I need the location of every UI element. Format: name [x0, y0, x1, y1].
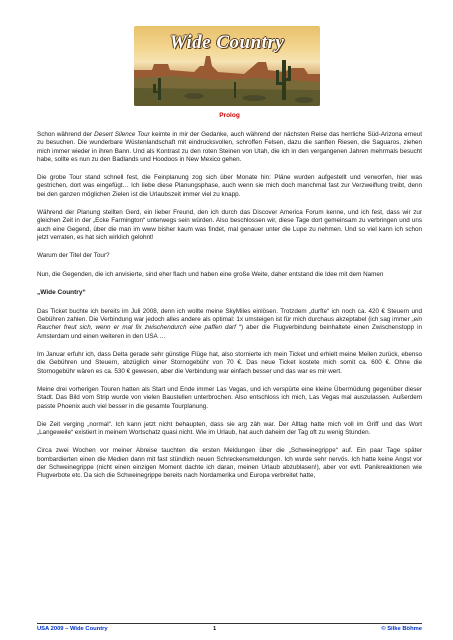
paragraph-planning: Die grobe Tour stand schnell fest, die Feinplanung zog sich über Monate hin: Pläne wurden aufgestellt und verworfen, hier was gestrichen, dort was eingefügt… Ich liebe diese Planungsphase, auch wenn sie mich doch manchmal fast zur Verzweiflung treibt, denn bei den ganzen möglichen Zielen ist die Urlaubszeit immer viel zu knapp.: [37, 174, 422, 198]
banner-title: Wide Country: [169, 32, 285, 53]
quote-emphasis: ein Raucher freut sich, wenn er mal fix zwischendurch eine paffen darf: [37, 316, 422, 332]
document-body: [37, 112, 422, 491]
paragraph-text: Schon während der: [37, 131, 95, 138]
page-footer: [37, 626, 422, 636]
footer-title: USA 2009 – Wide Country: [37, 626, 108, 632]
footer-divider: [37, 623, 422, 624]
paragraph-ticket: [37, 308, 422, 341]
paragraph-title-answer: Nun, die Gegenden, die ich anvisierte, sind eher flach und haben eine große Weite, daher entstand die Idee mit dem Namen: [37, 270, 384, 278]
tour-name-emphasis: Desert Silence Tour: [94, 131, 150, 138]
paragraph-text: “) aber die Flugverbindung beinhaltete einen Zwischenstopp in Amsterdam und einen weiteren in den USA …: [37, 324, 422, 340]
footer-copyright: © Silke Böhme: [381, 626, 422, 632]
paragraph-text: keimte in mir der Gedanke, auch während der nächsten Reise das herrliche Süd-Arizona erneut zu besuchen. Die wunderbare Wüstenlandschaft mit eindrucksvollen, schroffen Felsen, dazu die sanften Riesen, die Saguaros, ziehen mich immer wieder in ihren Bann. Und als Kontrast zu den roten Steinen von Utah, die ich in den vergangenen Jahren mehrmals besucht habe, sollte es nun zu den Badlands und Hoodoos in New Mexico gehen.: [37, 131, 422, 163]
paragraph-las-vegas: Meine drei vorherigen Touren hatten als Start und Ende immer Las Vegas, und ich verspürte eine kleine Übermüdung gegenüber dieser Stadt. Das Bild vom Strip wurde von vielen Baustellen unterbrochen. Also entschloss ich mich, Las Vegas mal auszulassen. Außerdem passte Phoenix auch viel besser in die gesamte Tourplanung.: [37, 385, 422, 410]
page-number: 1: [213, 626, 217, 632]
prolog-heading: Prolog: [219, 112, 240, 119]
paragraph-time: Die Zeit verging „normal“. Ich kann jetzt nicht behaupten, dass sie arg zäh war. Der Alltag hatte mich voll im Griff und das Wort „Langeweile“ existiert in meinem Wortschatz quasi nicht. Wie im Urlaub, hat auch daheim der Tag oft zu wenig Stunden.: [37, 420, 422, 437]
paragraph-farmington: Während der Planung stellten Gerd, ein lieber Freund, den ich durch das Discover America Forum kenne, und ich fest, dass wir zur gleichen Zeit in der „Ecke Farmington“ unterwegs sein würden. Also beschlossen wir, diese Tage dort gemeinsam zu verbringen und uns auch eine Gegend, über die man im www bisher kaum was findet, mal genauer unter die Lupe zu nehmen. Und so viel kann ich schon jetzt verraten, es hat sich wirklich gelohnt!: [37, 209, 422, 241]
header-banner-image: [134, 26, 320, 106]
paragraph-title-question: Warum der Titel der Tour?: [37, 252, 110, 260]
paragraph-intro: [37, 131, 422, 164]
paragraph-text: Das Ticket buchte ich bereits im Juli 2008, denn ich wollte meine SkyMiles einlösen. Trotzdem „durfte“ ich noch ca. 420 € Steuern und Gebühren zahlen. Die Verbindung war jedoch alles andere als optimal: 1x umsteigen ist für mich durchaus akzeptabel (ich sag immer „: [37, 307, 422, 324]
paragraph-january: Im Januar erfuhr ich, dass Delta gerade sehr günstige Flüge hat, also stornierte ich mein Ticket und erhielt meine Meilen zurück, ebenso die Gebühren und Steuern, abzüglich einer Stornogebühr von 70 €. Das neue Ticket kostete mich somit ca. 600 €. Ohne die Stornogebühr wären es ca. 530 € gewesen, aber die Verbindung war einfach besser und das war es mir wert.: [37, 351, 422, 375]
section-heading: „Wide Country“: [37, 288, 86, 296]
paragraph-swine-flu: Circa zwei Wochen vor meiner Abreise tauchten die ersten Meldungen über die „Schweinegrippe“ auf. Ein paar Tage später bombardierten einen die Medien dann mit fast stündlich neuen Schreckensmeldungen. Ich wurde sehr nervös. Ich hatte keine Angst vor der Schweinegrippe (nicht einen einzigen Moment dachte ich daran, meinen Urlaub abzublasen!), aber vor evtl. Panikreaktionen wie Flugverbote etc. Da sich die Schweinegrippe bereits nach Nordamerika und Europa verbreitet hatte,: [37, 447, 422, 480]
